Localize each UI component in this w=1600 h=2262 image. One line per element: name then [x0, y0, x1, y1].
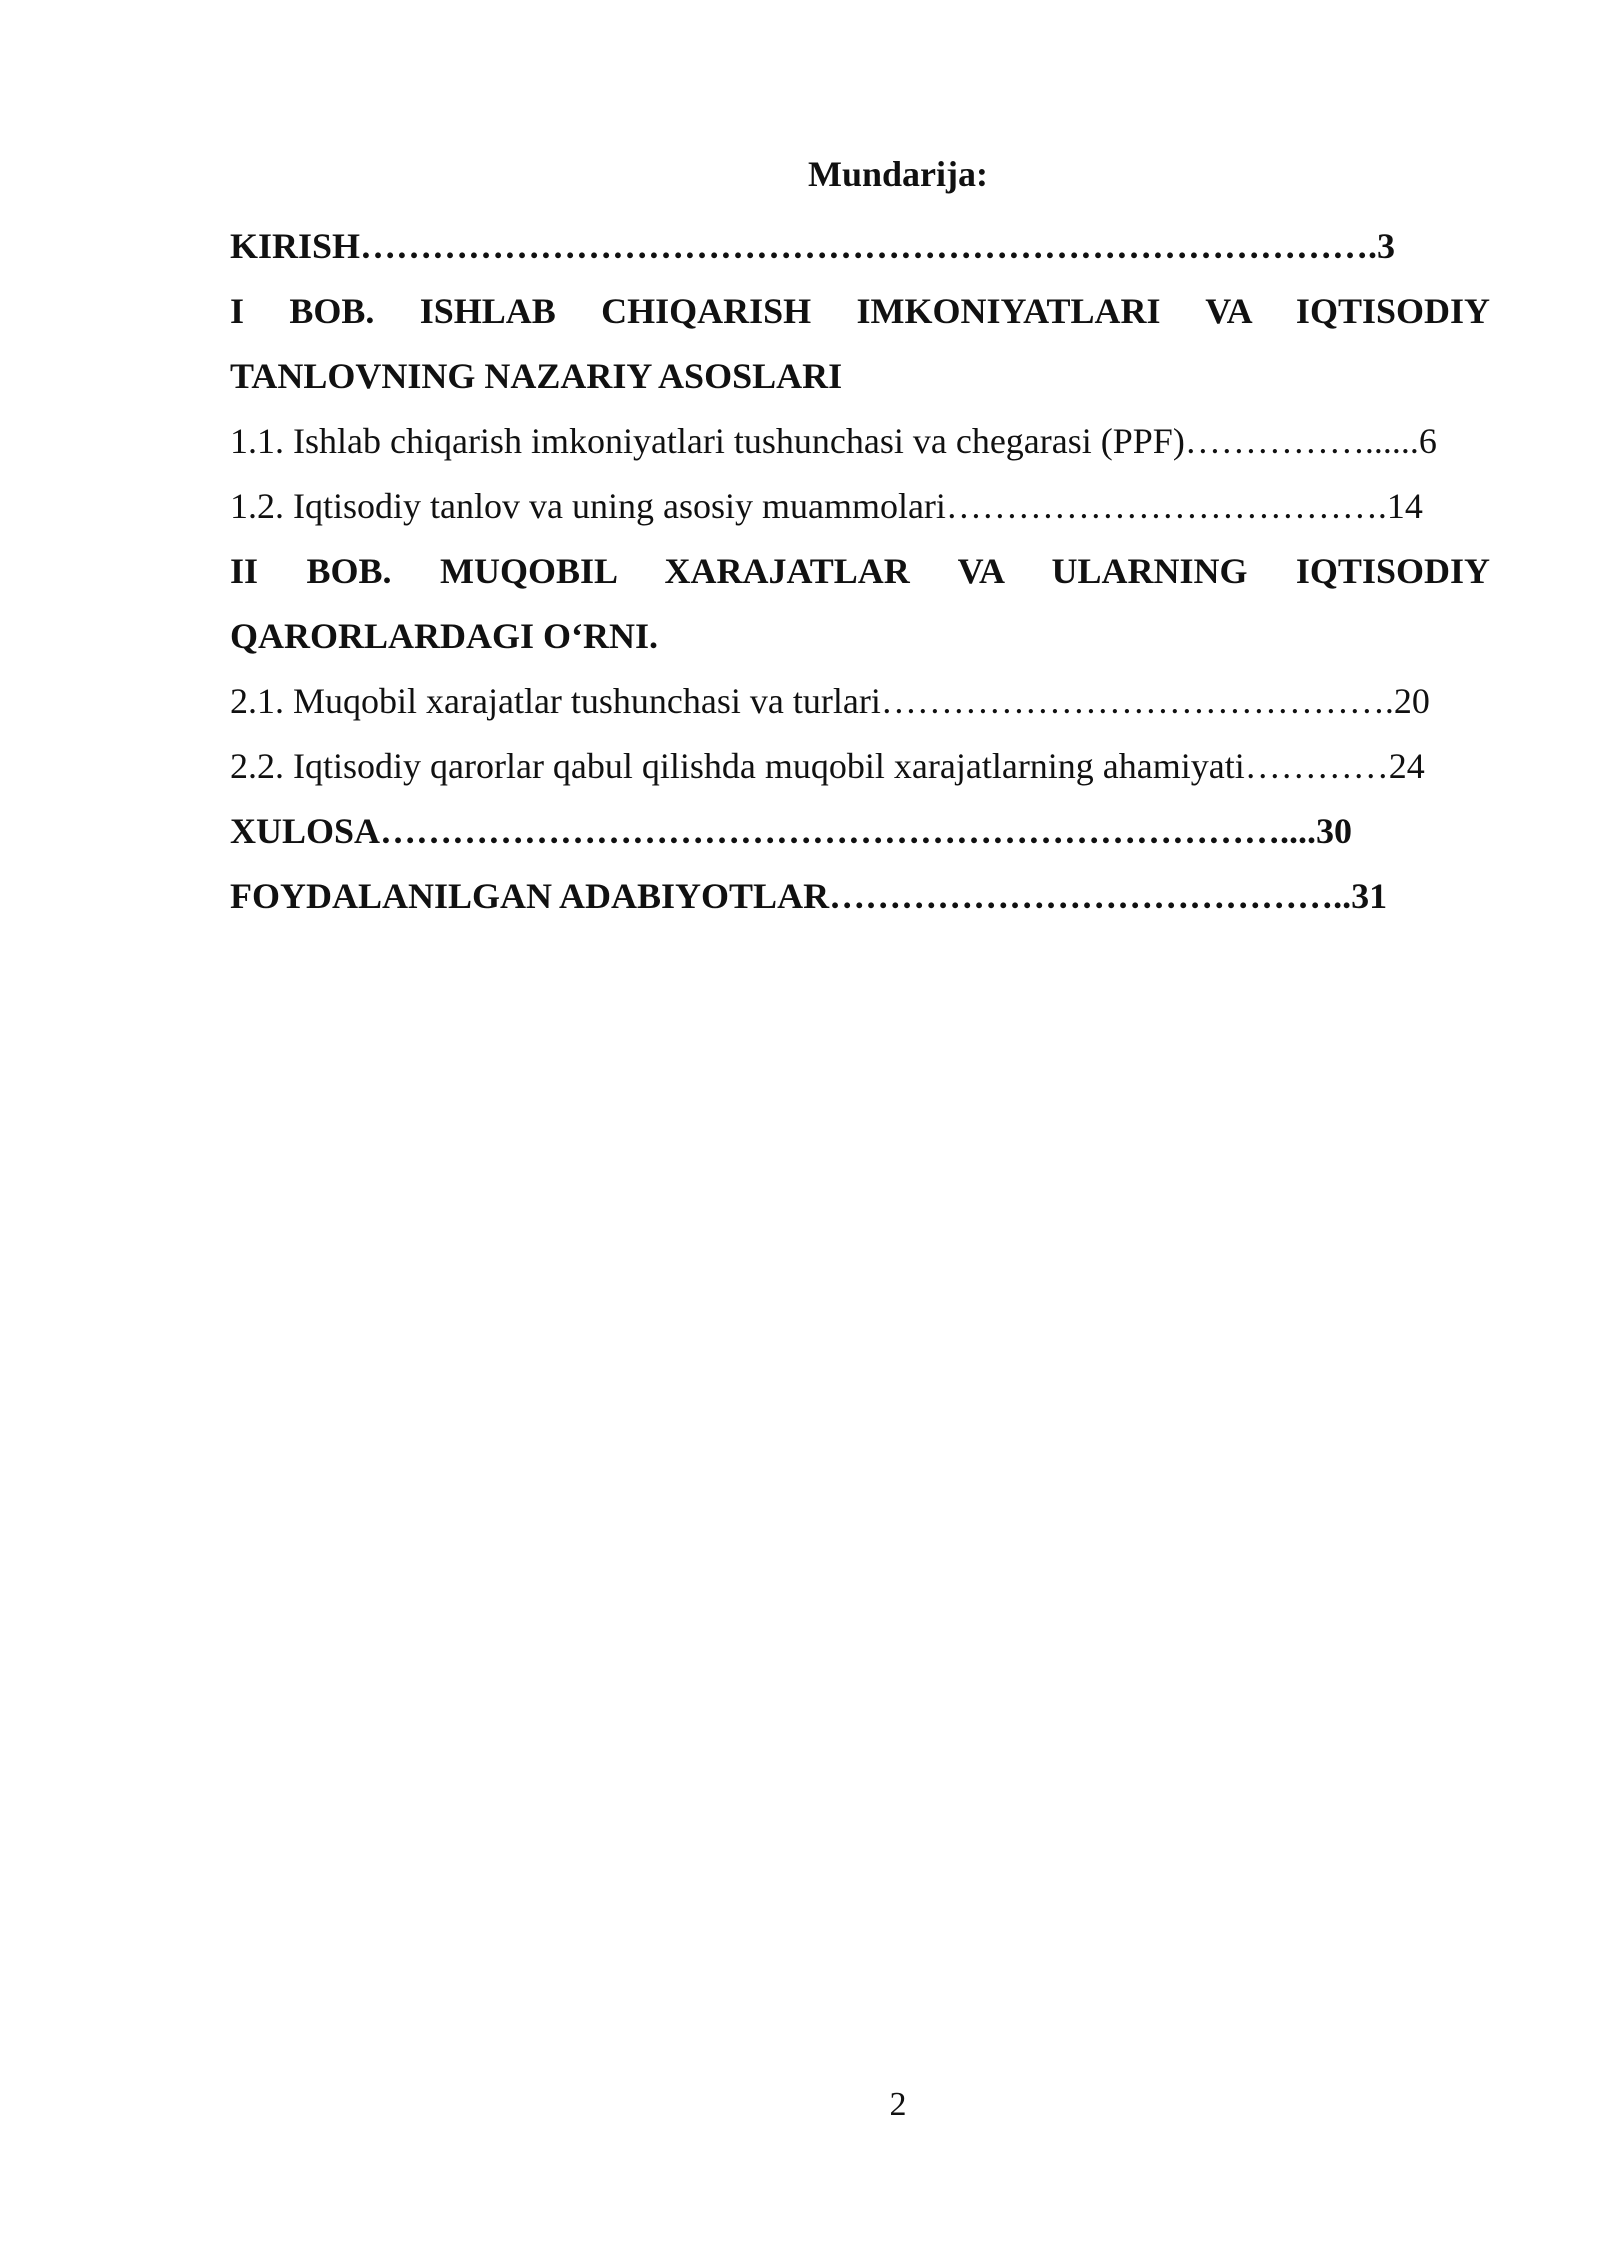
toc-page-number: 6	[1418, 421, 1437, 461]
toc-page-number: 24	[1388, 746, 1425, 786]
toc-leader-dots: ……………………………….	[945, 486, 1387, 526]
toc-page-number: 31	[1351, 876, 1388, 916]
toc-entry-title: 2.2. Iqtisodiy qarorlar qabul qilishda muqobil xarajatlarning ahamiyati	[230, 746, 1245, 786]
toc-entry-kirish[interactable]	[230, 214, 1490, 279]
toc-entry-2-2[interactable]	[230, 734, 1490, 799]
toc-chapter-1-heading[interactable]	[230, 279, 1490, 409]
toc-leader-dots: …………	[1244, 746, 1389, 786]
toc-page-number: 30	[1316, 811, 1353, 851]
toc-leader-dots: …………………………………….	[880, 681, 1394, 721]
toc-entry-adabiyotlar[interactable]	[230, 864, 1490, 929]
toc-entry-xulosa[interactable]	[230, 799, 1490, 864]
toc-leader-dots: ………………………………………………………………………….	[360, 226, 1378, 266]
toc-entry-title: KIRISH	[230, 226, 361, 266]
toc-chapter-1-line-2: TANLOVNING NAZARIY ASOSLARI	[230, 356, 843, 396]
toc-entry-2-1[interactable]	[230, 669, 1490, 734]
toc-leader-dots: …………………………………………………………………....	[380, 811, 1317, 851]
page-number: 2	[889, 2086, 907, 2123]
toc-chapter-2-line-2: QARORLARDAGI O‘RNI.	[230, 616, 659, 656]
toc-entry-title: XULOSA	[230, 811, 381, 851]
toc-entry-title: 2.1. Muqobil xarajatlar tushunchasi va turlari	[230, 681, 881, 721]
toc-page-number: 3	[1377, 226, 1396, 266]
toc-page-number: 14	[1386, 486, 1423, 526]
toc-page-number: 20	[1393, 681, 1430, 721]
toc-entry-title: 1.2. Iqtisodiy tanlov va uning asosiy muammolari	[230, 486, 946, 526]
table-of-contents	[230, 214, 1490, 929]
toc-chapter-2-line-1: II BOB. MUQOBIL XARAJATLAR VA ULARNING IQTISODIY	[230, 551, 1490, 591]
toc-entry-1-1[interactable]	[230, 409, 1490, 474]
toc-chapter-1-line-1: I BOB. ISHLAB CHIQARISH IMKONIYATLARI VA IQTISODIY	[230, 291, 1490, 331]
page-title: Mundarija:	[808, 154, 988, 194]
toc-entry-title: FOYDALANILGAN ADABIYOTLAR	[230, 876, 830, 916]
toc-entry-title: 1.1. Ishlab chiqarish imkoniyatlari tushunchasi va chegarasi (PPF)	[230, 421, 1185, 461]
toc-chapter-2-heading[interactable]	[230, 539, 1490, 669]
toc-leader-dots: ……………………………………..	[829, 876, 1352, 916]
toc-leader-dots: ……………......	[1184, 421, 1419, 461]
toc-entry-1-2[interactable]	[230, 474, 1490, 539]
